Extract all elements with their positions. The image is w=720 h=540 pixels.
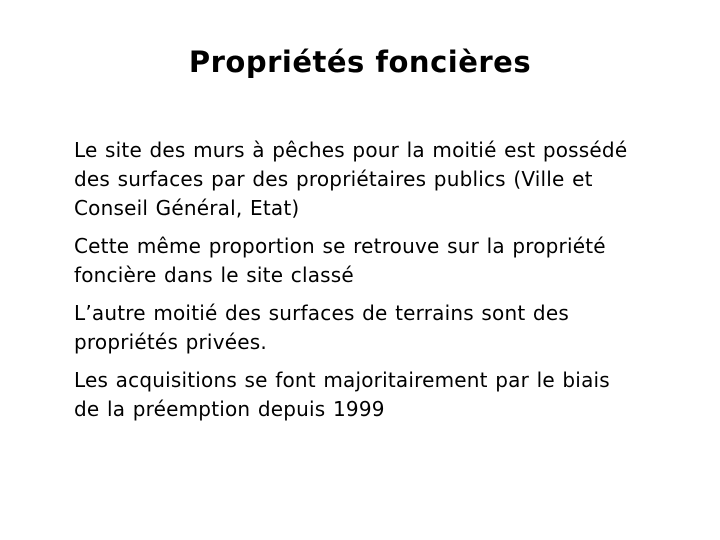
- slide-title: Propriétés foncières: [188, 45, 532, 79]
- paragraph-classified-site: Cette même proportion se retrouve sur la propriété foncière dans le site classé: [74, 234, 606, 287]
- slide-body: [74, 136, 634, 433]
- paragraph-acquisitions: Les acquisitions se font majoritairement par le biais de la préemption depuis 1999: [74, 368, 610, 421]
- paragraph-private-ownership: L’autre moitié des surfaces de terrains sont des propriétés privées.: [74, 301, 569, 354]
- paragraph-public-ownership: Le site des murs à pêches pour la moitié est possédé des surfaces par des propriétaires publics (Ville et Conseil Général, Etat): [74, 138, 628, 220]
